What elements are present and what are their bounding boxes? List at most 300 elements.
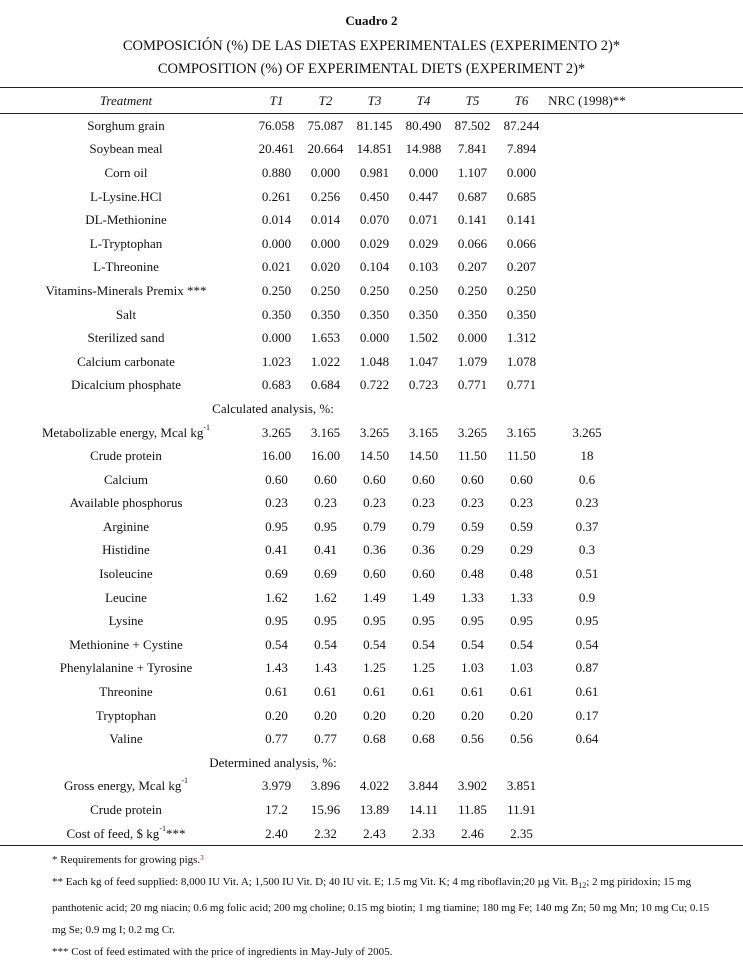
cell-nrc [546,326,626,350]
table-row [0,303,743,327]
row-label: Tryptophan [95,707,157,723]
cell-t6: 0.95 [510,613,533,629]
cell-nrc [546,775,626,799]
cell-t6: 1.33 [510,589,533,605]
cell-spacer [626,539,743,563]
header-t4: T4 [416,92,431,108]
header-t1: T1 [269,92,284,108]
cell-t4: 0.250 [408,282,439,298]
cell-t5: 0.48 [461,566,484,582]
cell-t1: 0.95 [265,518,288,534]
cell-spacer [626,798,743,822]
row-label: L-Tryptophan [89,235,163,251]
cell-t5: 0.56 [461,731,484,747]
cell-t4: 0.60 [412,471,435,487]
header-treatment: Treatment [99,92,153,108]
cell-spacer [626,421,743,445]
section-determined-analysis [0,751,743,775]
cell-spacer [626,185,743,209]
cell-t2: 0.61 [314,684,337,700]
header-nrc: NRC (1998)** [548,92,626,108]
cell-t2: 1.43 [314,660,337,676]
row-label: L-Lysine.HCl [90,188,162,204]
cell-t6: 3.165 [506,424,537,440]
cell-t5: 0.59 [461,518,484,534]
cell-t2: 0.256 [310,188,341,204]
cell-t6: 0.29 [510,542,533,558]
cell-nrc [546,279,626,303]
cell-spacer [626,444,743,468]
cell-t3: 0.981 [359,164,390,180]
cell-t5: 0.23 [461,495,484,511]
cell-spacer [626,492,743,516]
table-row [0,138,743,162]
row-label: Cost of feed, $ $kg^{-1}***$ [66,823,186,841]
cell-t2: 1.62 [314,589,337,605]
cell-t6: 2.35 [510,825,533,841]
reference-marker: 3 [200,854,204,862]
cell-t5: 0.60 [461,471,484,487]
cell-t5: 7.841 [457,141,488,157]
cell-t4: 1.502 [408,330,439,346]
table-row [0,609,743,633]
cell-t1: 0.014 [261,212,292,228]
cell-t1: 1.023 [261,353,292,369]
cell-t6: 0.20 [510,707,533,723]
cell-t2: 2.32 [314,825,337,841]
table-row [0,822,743,846]
cell-t4: 0.68 [412,731,435,747]
cell-t4: 0.79 [412,518,435,534]
cell-nrc [546,798,626,822]
cell-nrc: 0.87 [575,660,599,676]
cell-t5: 0.066 [457,235,488,251]
cell-t3: 4.022 [359,778,390,794]
cell-t6: 1.078 [506,353,537,369]
cell-nrc: 0.23 [575,495,599,511]
cell-spacer [626,704,743,728]
cell-t3: 0.000 [359,330,390,346]
cell-t6: 0.000 [506,164,537,180]
row-label: Available phosphorus [69,495,183,511]
cell-nrc: 0.3 [578,542,596,558]
row-label: Gross energy, Mcal $kg^{-1}$ [63,776,188,794]
cell-t6: 0.350 [506,306,537,322]
cell-t2: 1.653 [310,330,341,346]
cell-t4: 0.54 [412,636,435,652]
cell-t4: 0.071 [408,212,439,228]
cell-t2: 0.23 [314,495,337,511]
footnote-requirements: * Requirements for growing pigs.$^3$ [52,854,204,866]
cell-t3: 1.25 [363,660,386,676]
cell-t4: 0.23 [412,495,435,511]
cell-t2: 0.000 [310,164,341,180]
cell-t6: 7.894 [506,141,537,157]
cell-t6: 0.250 [506,282,537,298]
cell-spacer [626,775,743,799]
row-label: Sterilized sand [87,330,165,346]
cell-t3: 0.60 [363,471,386,487]
cell-t6: 3.851 [506,778,537,794]
cell-spacer [626,256,743,280]
cell-spacer [626,208,743,232]
cell-t4: 0.447 [408,188,439,204]
cell-t4: 0.20 [412,707,435,723]
cell-t2: 0.77 [314,731,337,747]
cell-nrc [546,114,626,138]
cell-t3: 0.36 [363,542,386,558]
cell-spacer [626,468,743,492]
table-row [0,680,743,704]
cell-t2: 0.20 [314,707,337,723]
row-label: Sorghum grain [87,117,165,133]
row-label: Crude protein [90,448,162,464]
section-title: Determined analysis, %: [209,754,337,770]
row-label: Salt [115,306,137,322]
cell-t3: 14.851 [356,141,393,157]
table-row [0,633,743,657]
cell-spacer [626,326,743,350]
cell-t3: 0.68 [363,731,386,747]
table-row [0,374,743,398]
row-label: Valine [109,731,143,747]
cell-t4: 14.988 [405,141,442,157]
row-label: Vitamins-Minerals Premix *** [45,282,207,298]
cell-t4: 3.165 [408,424,439,440]
table-title-english: COMPOSITION (%) OF EXPERIMENTAL DIETS (EXPERIMENT 2)* [157,61,586,77]
cell-t4: 3.844 [408,778,439,794]
cell-t4: 1.047 [408,353,439,369]
cell-t2: 0.60 [314,471,337,487]
cell-t1: 0.683 [261,377,292,393]
cell-t1: 16.00 [261,448,292,464]
cell-nrc: 3.265 [572,424,602,440]
cell-nrc: 0.6 [578,471,596,487]
table-row [0,492,743,516]
cell-t3: 81.145 [356,117,393,133]
row-label: Threonine [99,684,153,700]
cell-t3: 0.029 [359,235,390,251]
cell-t1: 0.77 [265,731,288,747]
row-label: Methionine + Cystine [69,636,183,652]
cell-t6: 0.066 [506,235,537,251]
row-label: Leucine [105,589,147,605]
cell-t3: 13.89 [359,802,390,818]
cell-t6: 87.244 [503,117,540,133]
cell-nrc: 18 [580,448,594,464]
cell-t5: 11.50 [458,448,487,464]
cell-t4: 0.103 [408,259,439,275]
table-row [0,421,743,445]
cell-nrc [546,161,626,185]
cell-t6: 0.207 [506,259,537,275]
row-label: Isoleucine [99,566,153,582]
cell-nrc: 0.54 [575,636,599,652]
cell-spacer [626,350,743,374]
cell-spacer [626,586,743,610]
cell-t5: 1.33 [461,589,484,605]
cell-nrc: 0.37 [575,518,599,534]
cell-spacer [626,232,743,256]
table-row [0,468,743,492]
cell-t2: 1.022 [310,353,341,369]
table-row [0,515,743,539]
table-header-row [0,88,743,114]
cell-t2: 20.664 [307,141,344,157]
row-label: Calcium carbonate [77,353,175,369]
cell-t1: 17.2 [265,802,288,818]
row-label: Dicalcium phosphate [70,377,182,393]
cell-t5: 0.95 [461,613,484,629]
cell-spacer [626,515,743,539]
cell-t2: 0.000 [310,235,341,251]
cell-t1: 3.265 [261,424,292,440]
cell-t1: 0.61 [265,684,288,700]
cell-spacer [626,161,743,185]
row-label: DL-Methionine [85,212,167,228]
cell-t6: 1.312 [506,330,537,346]
cell-nrc [546,350,626,374]
cell-t2: 3.165 [310,424,341,440]
table-row [0,586,743,610]
cell-t1: 0.60 [265,471,288,487]
table-body [0,114,743,846]
cell-t6: 0.61 [510,684,533,700]
cell-t3: 1.048 [359,353,390,369]
table-row [0,798,743,822]
cell-spacer [626,633,743,657]
cell-t2: 0.41 [314,542,337,558]
cell-nrc: 0.17 [575,707,599,723]
row-label: Histidine [102,542,150,558]
cell-t3: 0.104 [359,259,390,275]
cell-t2: 0.250 [310,282,341,298]
cell-t1: 20.461 [258,141,295,157]
cell-t5: 0.250 [457,282,488,298]
cell-t5: 0.141 [457,212,488,228]
diet-composition-table [0,87,743,846]
cell-spacer [626,822,743,846]
section-calculated-analysis [0,397,743,421]
cell-t1: 0.20 [265,707,288,723]
cell-t1: 0.000 [261,330,292,346]
header-t5: T5 [465,92,480,108]
cell-t6: 11.50 [507,448,536,464]
cell-nrc [546,138,626,162]
cell-t6: 0.54 [510,636,533,652]
cell-nrc [546,185,626,209]
cell-t1: 2.40 [265,825,288,841]
cell-t3: 2.43 [363,825,386,841]
cell-t4: 2.33 [412,825,435,841]
cell-t2: 3.896 [310,778,341,794]
cell-t1: 3.979 [261,778,292,794]
cell-spacer [626,279,743,303]
cell-t2: 75.087 [307,117,344,133]
cell-t2: 0.020 [310,259,341,275]
table-row [0,350,743,374]
row-label: Crude protein [90,802,162,818]
cell-t1: 0.021 [261,259,292,275]
cell-t6: 0.771 [506,377,537,393]
table-row [0,704,743,728]
header-t6: T6 [514,92,529,108]
cell-t5: 0.000 [457,330,488,346]
row-label: Lysine [108,613,144,629]
cell-t6: 0.60 [510,471,533,487]
cell-t5: 0.61 [461,684,484,700]
cell-t4: 14.50 [408,448,439,464]
cell-t6: 0.59 [510,518,533,534]
table-row [0,444,743,468]
footnote-cost: *** Cost of feed estimated with the price of ingredients in May-July of 2005. [52,946,393,959]
cell-nrc: 0.9 [578,589,596,605]
cell-t2: 0.014 [310,212,341,228]
cell-t1: 1.43 [265,660,288,676]
row-label: Soybean meal [89,141,163,157]
cell-t5: 0.771 [457,377,488,393]
cell-t6: 0.141 [506,212,537,228]
table-title-spanish: COMPOSICIÓN (%) DE LAS DIETAS EXPERIMENTALES (EXPERIMENTO 2)* [122,38,621,54]
cell-spacer [626,727,743,751]
cell-t5: 0.687 [457,188,488,204]
table-row [0,657,743,681]
cell-t3: 0.722 [359,377,390,393]
cell-t5: 0.20 [461,707,484,723]
cell-spacer [626,374,743,398]
section-title: Calculated analysis, %: [212,400,334,416]
cell-t5: 3.902 [457,778,488,794]
cell-t3: 0.350 [359,306,390,322]
cell-t3: 0.79 [363,518,386,534]
cell-t6: 0.48 [510,566,533,582]
cell-nrc: 0.51 [575,566,599,582]
cell-t6: 0.56 [510,731,533,747]
cell-t1: 0.261 [261,188,292,204]
cell-t4: 0.000 [408,164,439,180]
cell-t1: 0.000 [261,235,292,251]
cell-t2: 0.95 [314,518,337,534]
cell-t4: 0.36 [412,542,435,558]
header-spacer [626,88,743,114]
table-row [0,161,743,185]
row-label: Arginine [103,518,149,534]
cell-t2: 16.00 [310,448,341,464]
cell-t6: 11.91 [507,802,536,818]
cell-t5: 1.079 [457,353,488,369]
cell-t3: 0.54 [363,636,386,652]
cell-t5: 2.46 [461,825,484,841]
row-label: Metabolizable energy, Mcal $kg^{-1}$ [41,422,211,440]
table-row [0,279,743,303]
cell-nrc: 0.61 [575,684,599,700]
cell-t2: 0.95 [314,613,337,629]
cell-t3: 0.070 [359,212,390,228]
cell-nrc [546,303,626,327]
table-row [0,775,743,799]
cell-t4: 0.61 [412,684,435,700]
table-label: Cuadro 2 [345,13,398,28]
cell-t5: 0.54 [461,636,484,652]
row-label: Calcium [103,471,149,487]
cell-nrc [546,208,626,232]
cell-t1: 0.54 [265,636,288,652]
cell-t3: 0.250 [359,282,390,298]
cell-t5: 1.107 [457,164,488,180]
cell-t2: 0.350 [310,306,341,322]
cell-t5: 0.29 [461,542,484,558]
cell-spacer [626,303,743,327]
cell-t5: 87.502 [454,117,491,133]
table-row [0,114,743,138]
cell-spacer [626,114,743,138]
cell-t2: 0.54 [314,636,337,652]
cell-t3: 0.20 [363,707,386,723]
cell-t5: 3.265 [457,424,488,440]
cell-t6: 1.03 [510,660,533,676]
cell-t4: 14.11 [409,802,438,818]
cell-t1: 0.880 [261,164,292,180]
cell-nrc: 0.64 [575,731,599,747]
cell-spacer [626,562,743,586]
cell-t2: 0.684 [310,377,341,393]
cell-nrc: 0.95 [575,613,599,629]
cell-t4: 1.25 [412,660,435,676]
cell-t4: 0.95 [412,613,435,629]
cell-t2: 0.69 [314,566,337,582]
cell-t1: 0.23 [265,495,288,511]
footnotes [52,849,722,963]
cell-t3: 0.61 [363,684,386,700]
cell-nrc [546,822,626,846]
cell-t1: 0.41 [265,542,288,558]
table-row [0,185,743,209]
cell-t4: 1.49 [412,589,435,605]
row-label: Corn oil [104,164,148,180]
cell-t6: 0.685 [506,188,537,204]
cell-nrc [546,232,626,256]
cell-t1: 1.62 [265,589,288,605]
table-row [0,232,743,256]
cell-t1: 0.95 [265,613,288,629]
cell-t5: 0.350 [457,306,488,322]
cell-nrc [546,374,626,398]
footnote-premix: ** Each kg of feed supplied: 8,000 IU Vit. A; 1,500 IU Vit. D; 40 IU vit. E; 1.5 mg Vit. K; 4 mg riboflavin;20 µg Vit. $B_{12}$; 2 mg piridoxin; 15 mg panthotenic acid; 20 mg niacin; 0.6 mg folic acid; 200 mg choline; 0.15 mg biotin; 1 mg tiamine; 180 mg Fe; 140 mg Zn; 50 mg Mn; 10 mg Cu; 0.15 mg Se; 0.9 mg I; 0.2 mg Cr. [52,876,710,937]
cell-t1: 0.350 [261,306,292,322]
row-label: Phenylalanine + Tyrosine [59,660,193,676]
cell-t1: 0.69 [265,566,288,582]
cell-t3: 0.60 [363,566,386,582]
cell-t3: 0.95 [363,613,386,629]
cell-spacer [626,680,743,704]
table-row [0,727,743,751]
cell-t3: 14.50 [359,448,390,464]
table-row [0,256,743,280]
cell-t4: 0.723 [408,377,439,393]
cell-t3: 0.23 [363,495,386,511]
header-t3: T3 [367,92,382,108]
cell-t4: 0.60 [412,566,435,582]
cell-t1: 76.058 [258,117,295,133]
row-label: L-Threonine [93,259,159,275]
cell-t6: 0.23 [510,495,533,511]
cell-spacer [626,609,743,633]
cell-t4: 80.490 [405,117,442,133]
cell-t3: 3.265 [359,424,390,440]
table-row [0,208,743,232]
table-row [0,562,743,586]
table-caption [0,0,743,80]
